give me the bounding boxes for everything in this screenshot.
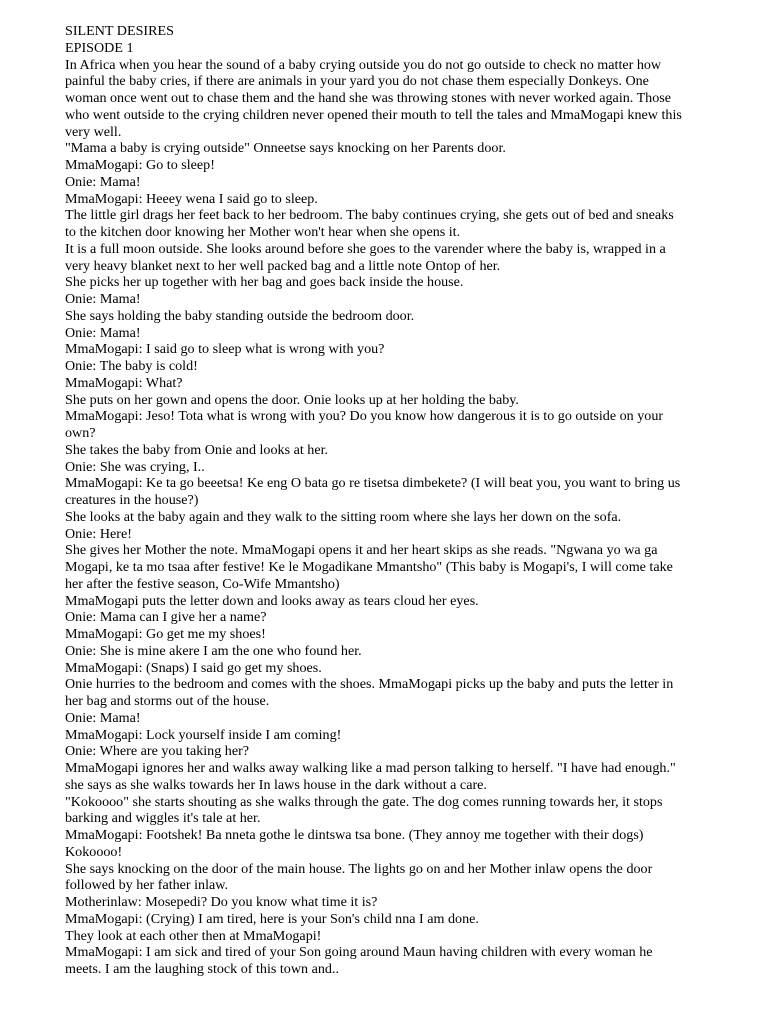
text-line: who went outside to the crying children never opened their mouth to tell the tales and MmaMogapi knew this — [65, 106, 682, 123]
text-line: MmaMogapi: Ke ta go beeetsa! Ke eng O bata go re tisetsa dimbekete? (I will beat you, you want to bring us — [65, 475, 681, 492]
text-line: Onie: Mama! — [65, 173, 141, 190]
text-line: She says holding the baby standing outside the bedroom door. — [65, 307, 415, 324]
text-line: "Kokoooo" she starts shouting as she walks through the gate. The dog comes running towards her, it stops — [65, 793, 663, 810]
text-line: Onie: Where are you taking her? — [65, 743, 250, 760]
text-line: Motherinlaw: Mosepedi? Do you know what time it is? — [65, 894, 378, 910]
text-line: Kokoooo! — [65, 843, 123, 860]
text-line: MmaMogapi: Go to sleep! — [65, 157, 215, 173]
text-line: MmaMogapi: Footshek! Ba nneta gothe le dintswa tsa bone. (They annoy me together with their dogs) — [65, 827, 644, 843]
text-line: Onie: Mama! — [65, 291, 141, 307]
text-line: She puts on her gown and opens the door. Onie looks up at her holding the baby. — [65, 391, 519, 408]
text-line: "Mama a baby is crying outside" Onneetse says knocking on her Parents door. — [65, 140, 506, 157]
text-line: very heavy blanket next to her well packed bag and a little note Ontop of her. — [65, 257, 501, 274]
text-line: Mogapi, ke ta mo tsaa after festive! Ke le Mogadikane Mmantsho" (This baby is Mogapi's, I will come take — [65, 559, 673, 575]
text-line: Onie: She is mine akere I am the one who found her. — [65, 642, 362, 659]
text-line: her bag and storms out of the house. — [65, 693, 270, 709]
text-line: MmaMogapi ignores her and walks away walking like a mad person talking to herself. "I have had enough." — [65, 760, 676, 776]
text-line: she says as she walks towards her In laws house in the dark without a care. — [65, 776, 487, 793]
document-title: SILENT DESIRES — [65, 23, 174, 39]
text-line: MmaMogapi: Jeso! Tota what is wrong with you? Do you know how dangerous it is to go outside on your — [65, 408, 664, 425]
text-line: Onie: She was crying, I.. — [65, 458, 205, 475]
text-line: MmaMogapi: I am sick and tired of your Son going around Maun having children with every woman he — [65, 944, 653, 961]
text-line: It is a full moon outside. She looks around before she goes to the varender where the baby is, wrapped in a — [65, 240, 666, 257]
text-line: Onie hurries to the bedroom and comes with the shoes. MmaMogapi picks up the baby and puts the letter in — [65, 676, 674, 693]
text-line: She takes the baby from Onie and looks at her. — [65, 441, 329, 458]
text-line: MmaMogapi: What? — [65, 374, 183, 391]
text-line: She looks at the baby again and they walk to the sitting room where she lays her down on the sofa. — [65, 508, 622, 525]
text-line: MmaMogapi: Heeey wena I said go to sleep. — [65, 190, 318, 207]
text-line: MmaMogapi: (Snaps) I said go get my shoes. — [65, 659, 322, 676]
text-line: Onie: The baby is cold! — [65, 358, 198, 374]
text-line: MmaMogapi: Lock yourself inside I am coming! — [65, 726, 342, 743]
text-line: painful the baby cries, if there are animals in your yard you do not chase them especially Donkeys. One — [65, 73, 649, 90]
text-line: very well. — [65, 123, 122, 140]
text-line: own? — [65, 425, 96, 441]
text-line: Onie: Mama! — [65, 324, 141, 341]
text-line: creatures in the house?) — [65, 492, 199, 508]
text-line: Onie: Mama can I give her a name? — [65, 609, 267, 626]
text-line: MmaMogapi: (Crying) I am tired, here is your Son's child nna I am done. — [65, 910, 479, 927]
episode-heading: EPISODE 1 — [65, 39, 134, 56]
text-line: She says knocking on the door of the main house. The lights go on and her Mother inlaw opens the door — [65, 860, 653, 877]
text-line: MmaMogapi: I said go to sleep what is wrong with you? — [65, 341, 385, 358]
text-line: The little girl drags her feet back to her bedroom. The baby continues crying, she gets out of bed and sneaks — [65, 207, 674, 224]
text-line: Onie: Here! — [65, 525, 132, 542]
text-line: her after the festive season, Co-Wife Mmantsho) — [65, 575, 340, 592]
text-line: They look at each other then at MmaMogapi! — [65, 927, 322, 944]
text-line: She gives her Mother the note. MmaMogapi opens it and her heart skips as she reads. "Ngwana yo wa ga — [65, 542, 658, 559]
text-line: meets. I am the laughing stock of this town and.. — [65, 961, 339, 977]
text-line: In Africa when you hear the sound of a baby crying outside you do not go outside to check no matter how — [65, 56, 662, 73]
document-page — [65, 23, 755, 978]
text-line: barking and wiggles it's tale at her. — [65, 810, 261, 827]
text-line: to the kitchen door knowing her Mother won't hear when she opens it. — [65, 224, 461, 240]
text-line: She picks her up together with her bag and goes back inside the house. — [65, 274, 464, 291]
text-line: Onie: Mama! — [65, 709, 141, 726]
text-line: woman once went out to chase them and the hand she was throwing stones with never worked again. Those — [65, 90, 672, 106]
text-line: MmaMogapi: Go get me my shoes! — [65, 626, 266, 642]
text-line: followed by her father inlaw. — [65, 877, 229, 894]
text-line: MmaMogapi puts the letter down and looks away as tears cloud her eyes. — [65, 592, 479, 609]
